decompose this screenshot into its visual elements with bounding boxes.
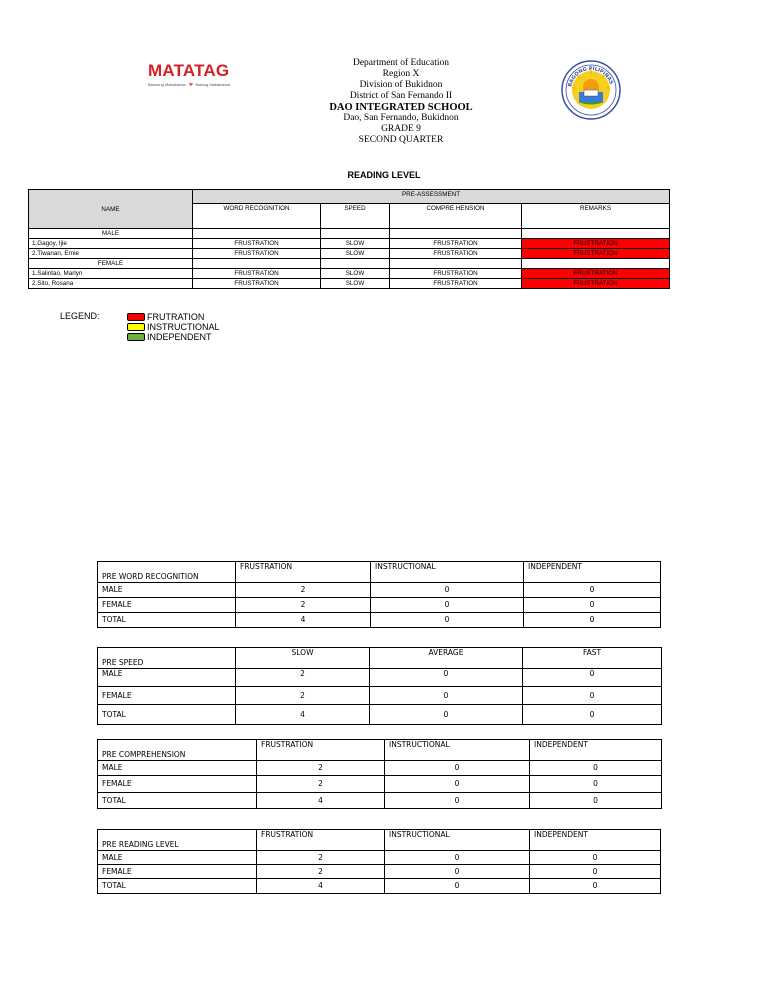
value-cell: 0: [385, 793, 530, 809]
row-label: MALE: [98, 583, 236, 598]
student-name: 1.Salintao, Marlyn: [29, 269, 193, 279]
row-label: TOTAL: [98, 705, 236, 725]
remarks-cell: FRUSTRATION: [522, 239, 670, 249]
value-cell: 0: [370, 687, 523, 705]
seal-text: BAGONG PILIPINAS: [567, 65, 615, 88]
value-cell: 2: [236, 598, 371, 613]
table-row: [29, 239, 670, 249]
student-name: 2.Sito, Rosana: [29, 279, 193, 289]
speed-cell: SLOW: [321, 249, 390, 259]
value-cell: 0: [370, 669, 523, 687]
male-label: MALE: [29, 229, 193, 239]
value-cell: 0: [523, 705, 662, 725]
value-cell: 0: [523, 687, 662, 705]
table-row: [29, 279, 670, 289]
legend-swatch-independent: [127, 333, 145, 341]
word-recognition-cell: FRUSTRATION: [193, 239, 321, 249]
legend-item: [127, 312, 220, 322]
male-group-row: [29, 229, 670, 239]
value-cell: 2: [257, 851, 385, 865]
table-row: [29, 269, 670, 279]
summary-col: FRUSTRATION: [257, 830, 385, 851]
col-word-recognition: WORD RECOGNITION: [193, 204, 321, 229]
pre-comprehension-table: [97, 739, 662, 809]
remarks-cell: FRUSTRATION: [522, 249, 670, 259]
matatag-logo: [148, 62, 230, 88]
word-recognition-cell: FRUSTRATION: [193, 269, 321, 279]
summary-title: PRE COMPREHENSION: [98, 740, 257, 761]
name-header: NAME: [29, 190, 193, 229]
comprehension-cell: FRUSTRATION: [390, 239, 522, 249]
speed-cell: SLOW: [321, 269, 390, 279]
student-name: 1.Gagoy, Ijie: [29, 239, 193, 249]
remarks-cell: FRUSTRATION: [522, 269, 670, 279]
summary-title: PRE WORD RECOGNITION: [98, 562, 236, 583]
table-row: [29, 249, 670, 259]
speed-cell: SLOW: [321, 239, 390, 249]
header-line-quarter: SECOND QUARTER: [358, 135, 444, 145]
legend-text: INDEPENDENT: [147, 332, 212, 342]
remarks-cell: FRUSTRATION: [522, 279, 670, 289]
female-label: FEMALE: [29, 259, 193, 269]
summary-col: AVERAGE: [370, 648, 523, 669]
value-cell: 0: [530, 793, 662, 809]
word-recognition-cell: FRUSTRATION: [193, 249, 321, 259]
legend-swatch-frustration: [127, 313, 145, 321]
page-title: READING LEVEL: [347, 170, 421, 180]
speed-cell: SLOW: [321, 279, 390, 289]
pre-speed-table: [97, 647, 662, 725]
row-label: FEMALE: [98, 865, 257, 879]
word-recognition-cell: FRUSTRATION: [193, 279, 321, 289]
summary-col: INDEPENDENT: [530, 830, 661, 851]
col-comprehension: COMPRE HENSION: [390, 204, 522, 229]
value-cell: 0: [524, 598, 661, 613]
value-cell: 0: [385, 776, 530, 793]
value-cell: 0: [385, 851, 530, 865]
value-cell: 0: [371, 583, 524, 598]
header-line-address: Dao, San Fernando, Bukidnon: [343, 113, 459, 123]
value-cell: 0: [530, 865, 661, 879]
matatag-tagline: [148, 81, 230, 88]
value-cell: 0: [371, 613, 524, 628]
header-line-district: District of San Fernando II: [349, 91, 453, 101]
pre-assessment-header: PRE-ASSESSMENT: [193, 190, 670, 204]
summary-col: INDEPENDENT: [524, 562, 661, 583]
legend-text: INSTRUCTIONAL: [147, 322, 220, 332]
value-cell: 0: [370, 705, 523, 725]
school-name: DAO INTEGRATED SCHOOL: [329, 102, 473, 113]
value-cell: 0: [524, 613, 661, 628]
row-label: TOTAL: [98, 613, 236, 628]
pre-reading-level-table: [97, 829, 661, 894]
summary-col: INSTRUCTIONAL: [371, 562, 524, 583]
value-cell: 0: [530, 879, 661, 894]
value-cell: 0: [385, 879, 530, 894]
matatag-wordmark: MATATAG: [148, 61, 230, 80]
value-cell: 4: [257, 793, 385, 809]
value-cell: 4: [236, 705, 370, 725]
reading-level-table: [28, 189, 670, 289]
value-cell: 2: [236, 583, 371, 598]
row-label: MALE: [98, 669, 236, 687]
value-cell: 4: [257, 879, 385, 894]
summary-col: INSTRUCTIONAL: [385, 830, 530, 851]
bagong-pilipinas-seal-icon: [561, 60, 621, 120]
legend-item: [127, 332, 220, 342]
value-cell: 2: [236, 669, 370, 687]
summary-col: INDEPENDENT: [530, 740, 662, 761]
legend: [127, 312, 220, 342]
row-label: MALE: [98, 761, 257, 776]
heart-icon: [189, 81, 193, 88]
legend-label: LEGEND:: [60, 311, 100, 321]
header-line-deped: Department of Education: [352, 58, 450, 68]
value-cell: 0: [530, 776, 662, 793]
row-label: TOTAL: [98, 793, 257, 809]
col-remarks: REMARKS: [522, 204, 670, 229]
legend-item: [127, 322, 220, 332]
row-label: FEMALE: [98, 598, 236, 613]
summary-col: INSTRUCTIONAL: [385, 740, 530, 761]
summary-col: FRUSTRATION: [257, 740, 385, 761]
value-cell: 0: [385, 865, 530, 879]
header-line-region: Region X: [382, 69, 420, 79]
value-cell: 0: [530, 851, 661, 865]
header-line-grade: GRADE 9: [381, 124, 421, 134]
value-cell: 2: [257, 761, 385, 776]
value-cell: 0: [524, 583, 661, 598]
comprehension-cell: FRUSTRATION: [390, 249, 522, 259]
value-cell: 0: [523, 669, 662, 687]
row-label: TOTAL: [98, 879, 257, 894]
value-cell: 0: [371, 598, 524, 613]
value-cell: 4: [236, 613, 371, 628]
summary-title: PRE READING LEVEL: [98, 830, 257, 851]
row-label: MALE: [98, 851, 257, 865]
comprehension-cell: FRUSTRATION: [390, 279, 522, 289]
value-cell: 2: [257, 776, 385, 793]
student-name: 2.Tiwanan, Ernie: [29, 249, 193, 259]
value-cell: 2: [236, 687, 370, 705]
summary-col: FRUSTRATION: [236, 562, 371, 583]
pre-word-recognition-table: [97, 561, 661, 628]
comprehension-cell: FRUSTRATION: [390, 269, 522, 279]
school-header: [290, 58, 512, 146]
summary-col: SLOW: [236, 648, 370, 669]
legend-text: FRUTRATION: [147, 312, 205, 322]
value-cell: 0: [385, 761, 530, 776]
value-cell: 0: [530, 761, 662, 776]
legend-swatch-instructional: [127, 323, 145, 331]
header-line-division: Division of Bukidnon: [359, 80, 443, 90]
female-group-row: [29, 259, 670, 269]
tagline-left: Bansang Makabansa: [148, 82, 186, 87]
row-label: FEMALE: [98, 687, 236, 705]
value-cell: 2: [257, 865, 385, 879]
row-label: FEMALE: [98, 776, 257, 793]
tagline-right: Batang Makabansa: [195, 82, 230, 87]
summary-col: FAST: [523, 648, 662, 669]
summary-title: PRE SPEED: [98, 648, 236, 669]
col-speed: SPEED: [321, 204, 390, 229]
